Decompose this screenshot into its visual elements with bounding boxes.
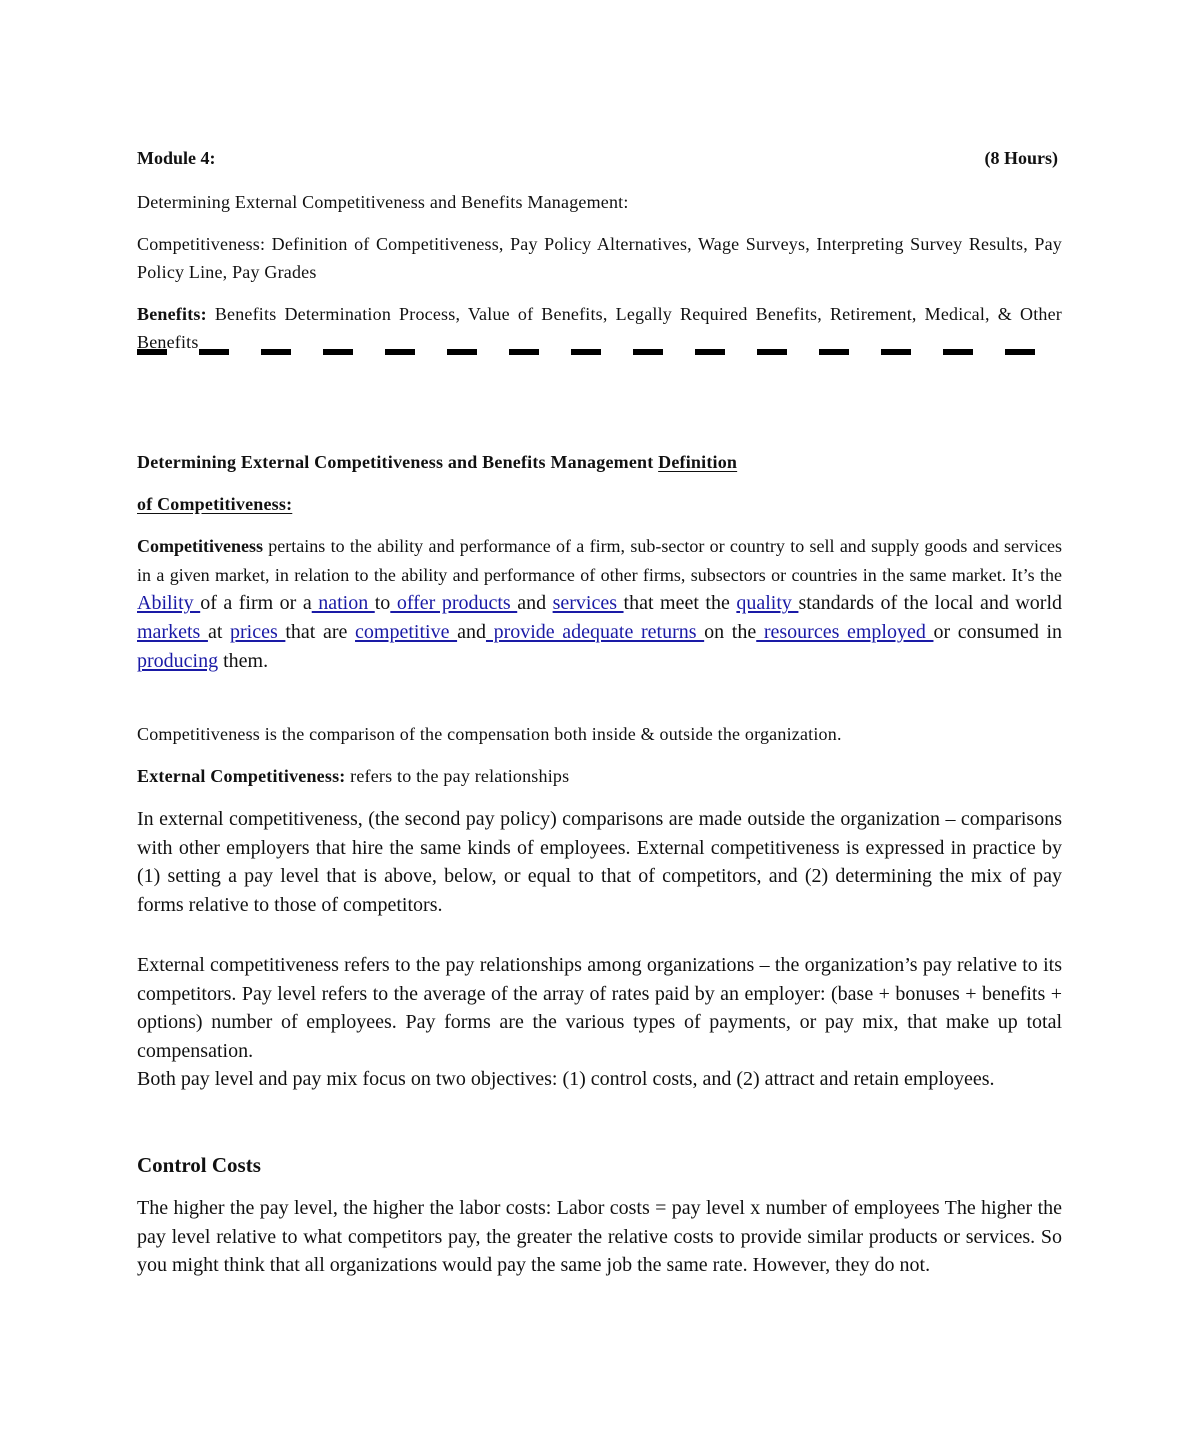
control-costs-paragraph: The higher the pay level, the higher the labor costs: Labor costs = pay level x number of employees The higher the pay level relative to what competitors pay, the greater the relative costs to provide similar products or services. So you might think that all organizations would pay the same job the same rate. However, they do not. [137,1197,1062,1276]
module-hours: (8 Hours) [984,148,1058,168]
comparison-line: Competitiveness is the comparison of the compensation both inside & outside the organization. [137,724,842,744]
external-label: External Competitiveness: [137,766,346,786]
link-producing[interactable]: producing [137,649,219,672]
control-costs-heading: Control Costs [137,1153,261,1177]
external-text: refers to the pay relationships [345,766,570,786]
link-quality[interactable]: quality [736,592,799,615]
benefits-label: Benefits: [137,304,207,324]
external-line [137,762,1062,790]
section-subheading: of Competitiveness: [137,494,293,514]
paragraph-external-1: In external competitiveness, (the second pay policy) comparisons are made outside the organization – comparisons with other employers that hire the same kinds of employees. External competitiveness is expressed in practice by (1) setting a pay level that is above, below, or equal to that of competitors, and (2) determining the mix of pay forms relative to those of competitors. [137,808,1062,916]
link-services[interactable]: services [552,592,624,615]
paragraph-objectives: Both pay level and pay mix focus on two objectives: (1) control costs, and (2) attract and retain employees. [137,1068,995,1090]
link-ability[interactable]: Ability [137,592,201,615]
section-heading: Determining External Competitiveness and Benefits Management Definition [137,452,738,472]
link-nation[interactable]: nation [311,592,375,615]
benefits-text: Benefits Determination Process, Value of Benefits, Legally Required Benefits, Retirement, Medical, & Other Benefits [137,304,1062,352]
module-header [137,146,1062,170]
dashed-divider [137,348,1049,356]
definition-paragraph: Competitiveness pertains to the ability and performance of a firm, sub-sector or country to sell and supply goods and services in a given market, in relation to the ability and performance of other firms, subsectors or countries in the same market. It’s the Ability of a firm or a nation to offer products and services that meet the quality standards of the local and world markets at prices that are competitive and provide adequate returns on the resources employed or consumed in producing them. [137,536,1063,672]
syllabus-title: Determining External Competitiveness and Benefits Management: [137,192,629,212]
link-provide-adequate-returns[interactable]: provide adequate returns [485,621,705,644]
link-competitive[interactable]: competitive [355,621,458,644]
definition-term: Competitiveness [137,536,263,556]
section-heading-underlined: Definition [658,452,738,472]
syllabus-competitiveness: Competitiveness: Definition of Competitiveness, Pay Policy Alternatives, Wage Surveys, Interpreting Survey Results, Pay Policy Line, Pay Grades [137,234,1062,282]
link-prices[interactable]: prices [230,621,286,644]
module-label: Module 4: [137,148,216,168]
link-offer-products[interactable]: offer products [390,592,518,615]
link-resources-employed[interactable]: resources employed [756,621,934,644]
paragraph-external-2: External competitiveness refers to the pay relationships among organizations – the organization’s pay relative to its competitors. Pay level refers to the average of the array of rates paid by an employer: (base + bonuses + benefits + options) number of employees. Pay forms are the various types of payments, or pay mix, that make up total compensation. [137,954,1062,1062]
link-markets[interactable]: markets [137,621,208,644]
